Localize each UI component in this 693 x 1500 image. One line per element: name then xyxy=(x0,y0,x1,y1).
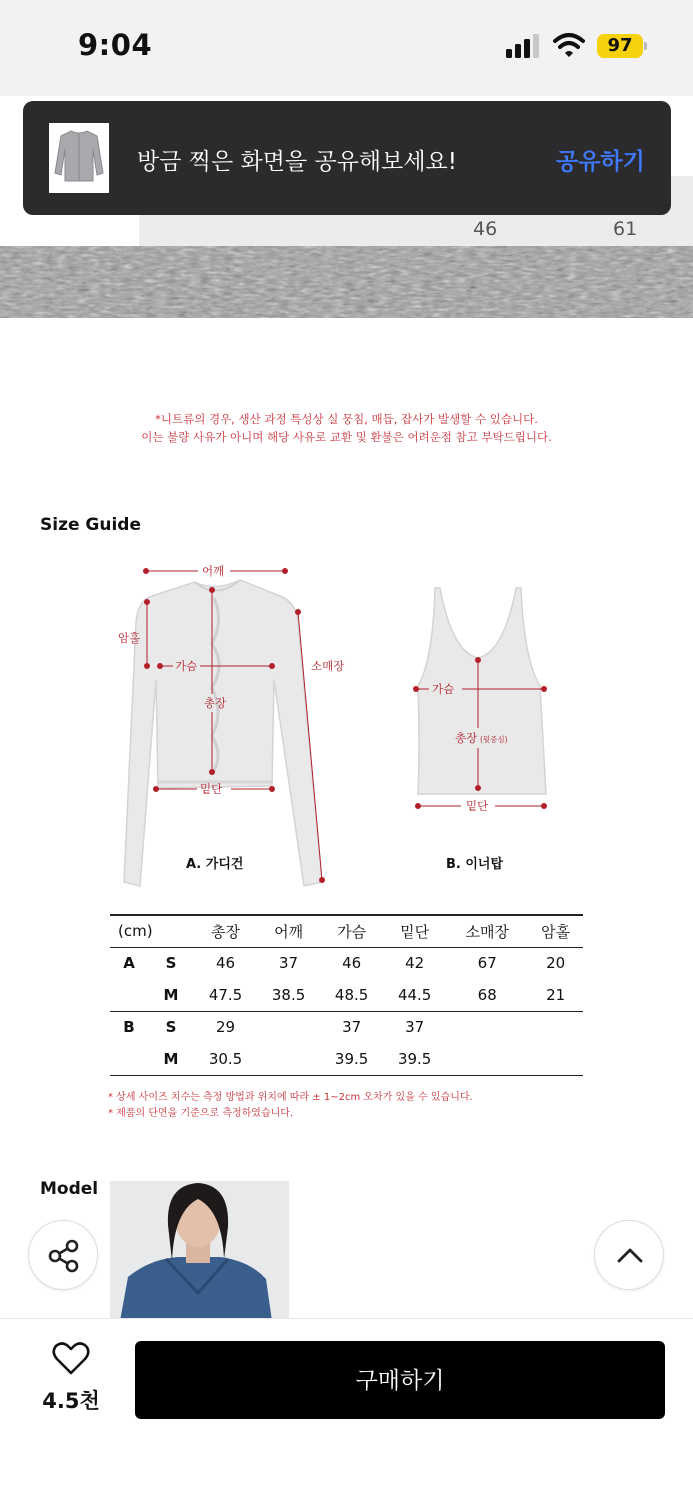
row-size: M xyxy=(148,979,194,1011)
header-sleeve: 소매장 xyxy=(446,915,528,947)
toast-share-button[interactable]: 공유하기 xyxy=(556,149,645,175)
caption-cardigan: A. 가디건 xyxy=(186,857,244,872)
cell: 37 xyxy=(342,1018,362,1037)
buy-button[interactable]: 구매하기 xyxy=(135,1341,665,1419)
cell xyxy=(528,1011,583,1043)
status-time: 9:04 xyxy=(78,28,153,62)
cell: 37 xyxy=(405,1018,425,1037)
wifi-icon xyxy=(553,32,585,58)
model-photo-image xyxy=(110,1181,289,1321)
tab-value-2: 61 xyxy=(613,218,638,240)
size-footnote-1: * 상세 사이즈 치수는 측정 방법과 위치에 따라 ± 1~2cm 오차가 있을 수 있습니다. xyxy=(108,1092,473,1103)
toast-message: 방금 찍은 화면을 공유해보세요! xyxy=(137,149,457,175)
cell xyxy=(446,1043,528,1075)
label-chest-a: 가슴 xyxy=(175,659,198,673)
label-chest-b: 가슴 xyxy=(432,682,455,696)
cell: 38.5 xyxy=(257,979,320,1011)
cardigan-thumbnail-image xyxy=(49,123,109,193)
model-title: Model xyxy=(40,1179,99,1199)
header-armhole: 암홀 xyxy=(528,915,583,947)
label-length-a: 총장 xyxy=(204,696,227,710)
label-shoulder: 어깨 xyxy=(202,564,225,578)
cell: 39.5 xyxy=(320,1043,383,1075)
size-table xyxy=(110,914,583,1076)
bottom-action-bar xyxy=(0,1318,693,1500)
row-size: S xyxy=(165,1018,177,1037)
cell: 42 xyxy=(405,954,425,973)
screenshot-thumbnail[interactable] xyxy=(49,123,109,193)
table-row xyxy=(110,947,583,979)
size-table-header xyxy=(110,915,583,947)
battery-nub xyxy=(644,42,647,50)
cell: 37 xyxy=(279,954,299,973)
label-hem-a: 밑단 xyxy=(200,782,223,796)
cell xyxy=(257,1011,320,1043)
knit-notice-line-2: 이는 불량 사유가 아니며 해당 사유로 교환 및 환불은 어려운점 참고 부탁드립니다. xyxy=(141,430,552,444)
knit-fabric-image xyxy=(0,246,693,318)
row-group: B xyxy=(123,1018,135,1037)
table-row xyxy=(110,1011,583,1043)
chevron-up-icon xyxy=(595,1221,665,1291)
cell: 46 xyxy=(215,954,236,973)
cardigan-illustration xyxy=(124,580,322,886)
cell: 44.5 xyxy=(383,979,446,1011)
cell: 39.5 xyxy=(383,1043,446,1075)
like-count: 4.5천 xyxy=(42,1389,100,1413)
size-guide-title: Size Guide xyxy=(40,515,141,535)
header-chest: 가슴 xyxy=(320,915,383,947)
label-armhole: 암홀 xyxy=(118,631,141,645)
knit-notice-line-1: *니트류의 경우, 생산 과정 특성상 실 뭉침, 매듭, 잡사가 발생할 수 있습니다. xyxy=(155,412,538,426)
cell: 68 xyxy=(446,979,528,1011)
cell: 20 xyxy=(546,954,566,973)
model-photo xyxy=(110,1181,289,1321)
status-bar xyxy=(0,0,693,96)
size-guide-diagram xyxy=(100,560,580,890)
table-row xyxy=(110,1043,583,1075)
label-length-b: 총장 xyxy=(455,731,478,745)
row-size: S xyxy=(165,954,177,973)
cell: 48.5 xyxy=(320,979,383,1011)
header-hem: 밑단 xyxy=(383,915,446,947)
share-toast xyxy=(23,101,671,215)
share-icon xyxy=(29,1221,99,1291)
cell: 67 xyxy=(477,954,497,973)
table-row xyxy=(110,979,583,1011)
row-size: M xyxy=(148,1043,194,1075)
row-group xyxy=(110,979,148,1011)
row-group xyxy=(110,1043,148,1075)
size-footnote-2: * 제품의 단면을 기준으로 측정하였습니다. xyxy=(108,1108,294,1119)
row-group: A xyxy=(123,954,135,973)
cell: 21 xyxy=(528,979,583,1011)
size-unit: (cm) xyxy=(110,915,194,947)
header-shoulder: 어깨 xyxy=(257,915,320,947)
cellular-signal-icon xyxy=(506,34,542,58)
heart-icon xyxy=(40,1339,102,1379)
label-sleeve: 소매장 xyxy=(311,659,345,673)
tab-value-1: 46 xyxy=(473,218,498,240)
header-length: 총장 xyxy=(194,915,257,947)
cell xyxy=(446,1011,528,1043)
cell: 46 xyxy=(342,954,362,973)
cell: 47.5 xyxy=(194,979,257,1011)
label-hem-b: 밑단 xyxy=(466,799,489,813)
scroll-top-button[interactable] xyxy=(594,1220,664,1290)
share-button[interactable] xyxy=(28,1220,98,1290)
cell: 30.5 xyxy=(194,1043,257,1075)
battery-level: 97 xyxy=(597,34,643,58)
cell xyxy=(257,1043,320,1075)
label-length-b-note: (뒷중심) xyxy=(480,735,508,744)
caption-innertop: B. 이너탑 xyxy=(446,857,504,872)
cell: 29 xyxy=(215,1018,236,1037)
cell xyxy=(528,1043,583,1075)
